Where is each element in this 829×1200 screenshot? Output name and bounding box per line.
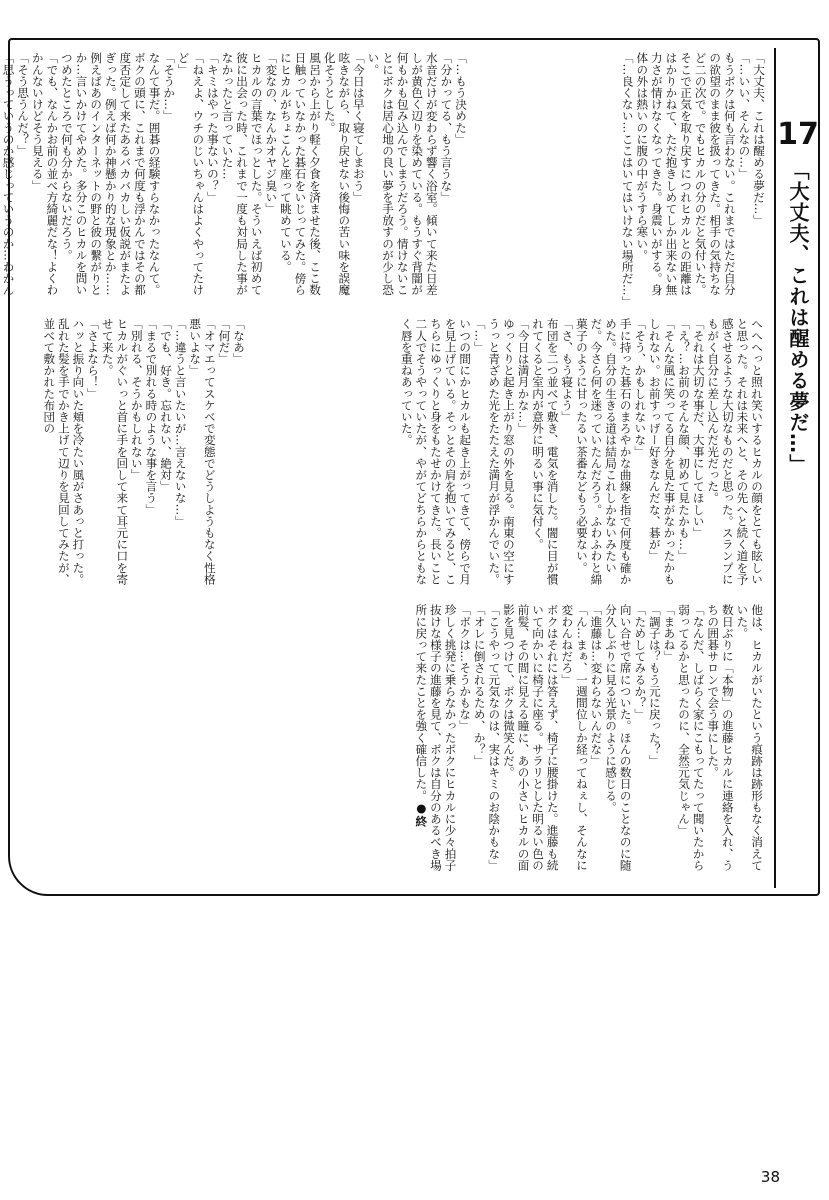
- paragraph: 「オレに倒されるため、か？」: [472, 604, 487, 767]
- text-column-middle: [252, 318, 764, 588]
- paragraph: 「そう思うんだ？」: [16, 52, 31, 157]
- text-column-top-left: [1, 52, 468, 302]
- paragraph: いつの間にかヒカルも起き上がってきて、傍らで月を見上げている。そっとその肩を抱いてみると、こちらにゆっくりと身をもたせかけてきた。長いこと二人でそうやっていたが、やがてどちらからともなく唇を重ねあっていた。: [399, 318, 473, 585]
- paragraph: 他は、ヒカルがいたという痕跡は跡形もなく消えていた。: [735, 604, 764, 871]
- paragraph: 「そんな風に笑ってる自分を見た事がなかったかもしれない。お前すっげー好きなんだな、碁が」: [647, 318, 677, 585]
- paragraph: 「今日は早く寝てしまおう」: [351, 52, 366, 203]
- paragraph: 「何だ」: [217, 318, 232, 365]
- paragraph: 「ためしてみるか？」: [633, 604, 648, 720]
- paragraph: もうボクは何も言わない。これまではただ自分の欲望のまま彼を扱ってきた。相手の気持ちなど二の次で。でもヒカルの分のだと気付いた。そこで正気を取り戻すにつれヒカルとの距離ははかりかねて、ただ抱きしめてしか出来ない無力さが情けなくなってきた。身震いがする。身体の外は熱いのに腹の中がうすら寒い。: [635, 52, 737, 296]
- paragraph: 「…いい、そんなの…」: [737, 52, 752, 180]
- paragraph: 「今日は満月かな…」: [516, 318, 531, 434]
- paragraph: 「オマエってスケベで変態でどうしようもなく性格悪いよな」: [188, 318, 217, 585]
- paragraph: 「思うっていうのか感じっていうのか…わかん: [1, 52, 16, 296]
- paragraph: 「…もう決めた」: [454, 52, 468, 145]
- chapter-title: 「大丈夫、これは醒める夢だ…」: [786, 160, 810, 475]
- paragraph: 「変なの、なんかオヤジ臭い」: [264, 52, 279, 215]
- paragraph: 向い合せで席についた。ほんの数日のことなのに随分久しぶりに見る光景のように感じる。: [604, 604, 633, 871]
- paragraph: [414, 604, 458, 882]
- paragraph: なんて事だ。囲碁の経験すらなかったなんて。ボクの頭に、これまで何度も浮かんではその都度否定して来たあるバカバカしい仮説がまたよぎった。例えば何か神懸かり的な現象とか……例えばあのインターネットの野と彼の繋がりとか…言いかけてやめた。多分このヒカルを問いつめたところで何も分からないだろう。: [59, 52, 162, 296]
- paragraph: 「ねえよ、ウチのじいちゃんはよくやってたけど」: [176, 52, 206, 296]
- paragraph: 「ん…まぁ、一週間位しか経ってねぇし、そんなに変わんねだろ」: [560, 604, 589, 871]
- paragraph: 「そう、かもしれないな」: [633, 318, 648, 458]
- paragraph: 「そうか…」: [162, 52, 177, 122]
- paragraph: 「こうやって元気なのは、実はキミのお陰かもな」: [487, 604, 502, 871]
- paragraph: ヒカルの言葉でほっとした。そういえば初めて彼に出会った時、これまで一度も対局した事がなかったと言っていた…: [220, 52, 264, 296]
- paragraph: 手に持った碁石のまろやかな曲線を指で何度も確かめた。自分の生きる道は結局これしかないみたいだ。今さら何を迷っていたんだろう。ふわふわと綿菓子のように甘ったるい茶番などもう必要ない。: [574, 318, 633, 585]
- paragraph: 呟きながら、取り戻せない後悔の苦い味を誤魔化そうとした。: [322, 52, 352, 296]
- paragraph: 「さよなら！」: [86, 318, 101, 400]
- paragraph: 「なあ」: [232, 318, 246, 365]
- paragraph: 「…違うと言いたいが…言えないな…」: [173, 318, 188, 527]
- chapter-number: 17: [777, 117, 819, 152]
- paragraph: 「キミはやった事ないの？」: [205, 52, 220, 203]
- paragraph: ゆっくりと起き上がり窓の外を見る。南東の空にすうっと青ざめた光をたたえた満月が浮かんでいた。: [487, 318, 516, 585]
- paragraph: 風呂から上がり軽く夕食を済ませた後、ここ数日触っていなかった碁石をいじってみた。傍らにヒカルがちょこんと座って眺めている。: [278, 52, 323, 296]
- paragraph: 「進藤は…変わらないんだな」: [589, 604, 604, 767]
- paragraph: 「まあね」: [662, 604, 677, 662]
- paragraph: 「え？…お前のそんな顔、初めて見たかも…」: [677, 318, 692, 562]
- text-column-top-right: [474, 52, 766, 308]
- paragraph: ハッと振り向いた頬を冷たい風がさあっと打った。乱れた髪を手でかき上げて辺りを見回してみたが、並べて敷かれた布団の: [42, 318, 86, 585]
- paragraph: ヒカルがぐいっと首に手を回して来て耳元に口を寄せて来た。: [100, 318, 130, 585]
- paragraph: 「ボクは…そうかもな」: [458, 604, 473, 732]
- closing-paragraph: 珍しく挑発に乗らなかったボクにヒカルに少々拍子抜けな様子の進藤を見て、ボクは自分のあるべき場所に戻って来たことを強く確信した。: [414, 604, 458, 871]
- paragraph: 「それは大切な事だ、大事にしてほしい」: [691, 318, 706, 539]
- paragraph: へへへっと照れ笑いするヒカルの顔をとても眩しいと思った。それは未来へと、その先へと続く道を予感させるような大切なものだと思った。スランプにもがく自分に差し込んだ光だった。: [706, 318, 764, 585]
- text-column-bottom: [290, 604, 764, 882]
- paragraph: 「さ、もう寝よう」: [560, 318, 575, 423]
- paragraph: 「…良くない…ここはいてはいけない場所だ…」: [620, 52, 635, 308]
- paragraph: 水音だけが変わらず響く浴室。傾いて来た日差しが黄色く辺りを染めている。もうすぐ背闇が何もかも包み込んでしまうだろう。情けないことにボクは居心地の良い夢を手放すのが少し恐い。: [366, 52, 439, 296]
- paragraph: 数日ぶりに「本物」の進藤ヒカルに連絡を入れ、うちの囲碁サロンで会う事にした。: [706, 604, 735, 871]
- paragraph: 「でも、なんかお前の並べ方綺麗だな！よくわかんないけどそう見える」: [30, 52, 60, 296]
- text-column-middle-left: [22, 318, 246, 588]
- paragraph: 布団を二つ並べて敷き、電気を消した。闇に目が慣れてくると室内が意外に明るい事に気付く。: [531, 318, 560, 585]
- paragraph: 「分かってる、もう言うな」: [439, 52, 454, 203]
- paragraph: 「でも、好き。忘れない、絶対」: [159, 318, 174, 492]
- paragraph: 「なんだ、しばらく家にこもってたって聞いたから弱ってるかと思ったのに、全然元気じゃん」: [677, 604, 706, 871]
- paragraph: 「別れる、そうかもしれない」: [129, 318, 144, 481]
- paragraph: 「調子は？もう元に戻った？」: [647, 604, 662, 767]
- paragraph: 「大丈夫、これは醒める夢だ…」: [752, 52, 766, 226]
- paragraph: 「…」: [472, 318, 487, 353]
- paragraph: ボクはそれには答えず、椅子に腰掛けた。進藤も続いて向かいに椅子に座る。サラリとした明るい色の前髪、その間に見える瞳に、あの小さいヒカルの面影を見つけて、ボクは微笑んだ。: [501, 604, 560, 871]
- end-mark: ●終: [414, 801, 429, 827]
- paragraph: 「まるで別れる時のような事を言う」: [144, 318, 159, 516]
- page-number: 38: [760, 1168, 780, 1186]
